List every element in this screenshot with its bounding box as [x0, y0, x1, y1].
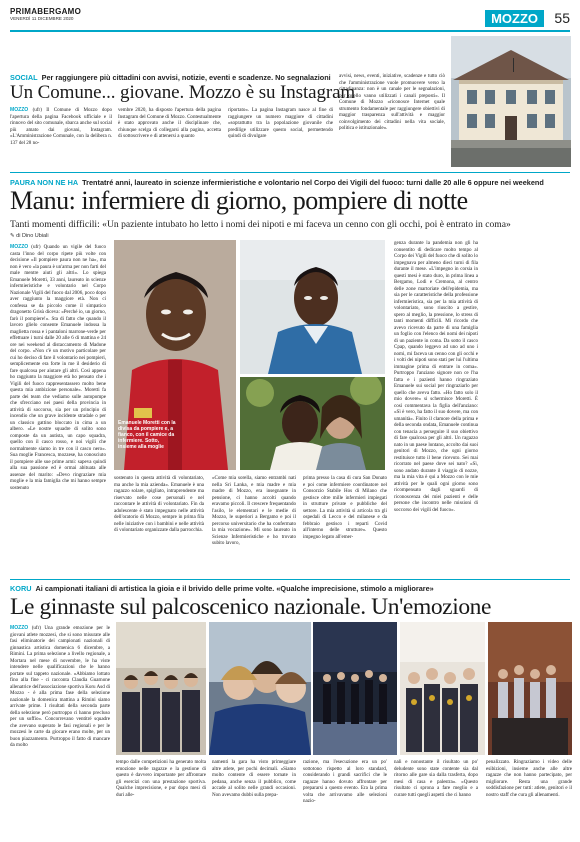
- pen-icon: ✎: [10, 233, 15, 239]
- article1-subkicker: Per raggiungere più cittadini con avvisi, notizie, eventi e scadenze. No segnalazioni: [41, 73, 331, 82]
- article3-col3: namenti la gara ha visto primeggiare altre atlete, per pochi decimali. «Siamo molto contente di essere tornate in pedana, anche senza il pubblico, come accade al solito nelle grandi occasioni. Non avevamo dubbi sulla prepa-: [212, 759, 296, 798]
- article1-col4: avvisi, news, eventi, iniziative, scadenze e tutto ciò che l'amministrazione vuole promuovere verso la cittadinanza: non è un canale per le segnalazioni, per quello vanno utilizzati i canali preposti». Il Comune di Mozzo «riconosce Internet quale strumento fondamentale per raggiungere obiettivi di maggior trasparenza sull'attività e maggior coinvolgimento dei cittadini nella vita sociale, politica e istituzionale».: [339, 73, 445, 131]
- town-hall-photo: [451, 36, 571, 167]
- publication-name: PRIMABERGAMO: [10, 7, 82, 16]
- gymnasts-selfie-photo: [209, 622, 311, 755]
- issue-date: VENERDÌ 11 DICEMBRE 2020: [10, 16, 74, 21]
- article3-col2: tempo dalle competizioni ha generato molta emozione nelle ragazze e la gestione di questo è davvero importante per affrontare gli esercizi con una prestazione sportiva. Qualche imprecisione, e pur dopo mesi di duri alle-: [116, 759, 206, 798]
- article1-kicker: [10, 73, 331, 82]
- article3-kicker-label: KORU: [10, 584, 32, 593]
- article3-col4: razione, ma l'esecuzione era un po' sottotono rispetto al loro standard, considerando i grandi sacrifici che le ragazze hanno dovuto affrontare per prepararsi a questo evento. Era la prima volta che arrivavamo alle selezioni nazio-: [303, 759, 387, 804]
- article1-kicker-label: SOCIAL: [10, 73, 38, 82]
- article2-subkicker: Trentatré anni, laureato in scienze infermieristiche e volontario nel Corpo dei Vigili del fuoco: turni dalle 20 alle 6 oppure nei weekend: [82, 178, 544, 187]
- article3-col6: penalizzato. Ringraziamo i video delle esibizioni, insieme anche alle altre ragazze che non hanno partecipato, per migliorare. Resta una grande soddisfazione per tutti: atlete, genitori e il nostro staff che cura gli allenamenti.: [486, 759, 572, 798]
- article3-headline: Le ginnaste sul palcoscenico nazionale. Un'emozione: [10, 594, 492, 620]
- article1-col2: vembre 2020, ha disposto l'apertura della pagina Instagram del Comune di Mozzo. Contestualmente è stato approvato anche il disciplinare che, chiunque scelga di collegarsi alla pagina, accetta di sottoscrivere e di attenersi a quanto: [118, 107, 221, 139]
- article2-col1-text: (ufr) Quando un vigile del fuoco casta l'inno del corpo ripete più volte con decisione «Il pompiere paura non ne ha», ma non è vero «la paura è un'arma per non farti del male mentre aiuti gli altri». Lo spiega Emanuele Moretti, 33 anni, laureato in scienze infermieristiche e volontario nel Corpo Nazionale Vigili del fuoco dal 2006, poco dopo aver raggiunto la maggiore età. Non ci confessa se da piccolo come il simpatico dragonetto Grisù diceva: «Perché io, un giorno, farò il pompiere!». Sta di fatto che quando il lavoro glielo consente Emanuele indossa la maglietta rossa e i pantaloni marrone-verde per effettuare i turni dalle 20 alle 6 di mattina e 24 ore nei weekend al distaccamento di Madone del corpo. «Non c'è un motivo particolare per cui ho deciso di fare il volontario nei pompieri, semplicemente era forte in me il desiderio di fare qualcosa per aiutare gli altri. Così appena ho raggiunto la maggiore età ho pensato che i Vigili del fuoco rappresentassero molto bene questa mia ambizione personale». Moretti fa parte dei team che vediamo sulle autopompe che sfrecciano nei paesi della provincia in attività di soccorso, sia per un principio di incendio che un grave incidente stradale o per un classico gattino bloccato in cima a un albero. «Le nostre squadre di solito sono composte da un autista, un capo squadra, quello con il casco rosso, e noi vigili che normalmente siamo in tre con il casco nero». Sua moglie Francesca, mozzese, ha conosciuto il pompiere alle sue prime armi: sapeva quindi alla sua passione ed è ormai abituata alle assenze del marito: «Devo ringraziare mia moglie e la mia famiglia che mi hanno sempre sostenuto: [10, 244, 106, 491]
- article2-lead: MOZZO: [10, 244, 29, 250]
- firefighter-photo: [114, 240, 236, 470]
- article1-col3: riportato». La pagina Instagram nasce al fine di raggiungere un numero maggiore di cittadini «soprattutto tra la popolazione giovanile che predilige utilizzare questo social, permettendo quindi di divulgare: [228, 107, 333, 139]
- article3-col1-text: (ufr) Una grande emozione per le giovani atlete mozzesi, che si sono misurate alle fasi eliminatorie dei campionati nazionali di ginnastica artistica domenica 6 dicembre, a Rimini. La prima selezione a livello regionale, a Mortara nel mese di novembre, le ha viste intendere nelle qualificazioni che le hanno portate sul tappeto nazionale. «Abbiamo lottato fino alla fine - ci racconta Claudia Guarnone allenatrice dell'associazione sportiva Koru Asd di Mozzo - è alla prima fase della selezione nazionale la domenica mattina a Rimini siamo arrivate prime. I risultati della seconda parte della selezione però purtroppo ci hanno precluso per un soffio». Concorrevano ventitré squadre che avevano superato le fasi regionali e per le mozzesi le carte da giocare erano molte, per un buon piazzamento. Purtroppo il fatto di mancare da molto: [10, 625, 110, 748]
- section-tag: MOZZO: [485, 10, 544, 27]
- article2-col1: [10, 244, 106, 573]
- article1-rule: [10, 172, 570, 173]
- page-number: 55: [554, 10, 570, 26]
- gymnasts-medals-photo: [400, 622, 485, 755]
- article2-photo-caption: Emanuele Moretti con la divisa da pompiere e, a fianco, con il camice da infermiere. Sotto, insieme alla moglie: [118, 420, 176, 450]
- article3-subkicker: Ai campionati italiani di artistica la gioia e il brivido delle prime volte. «Qualche imprecisione, stimolo a migliorare»: [35, 584, 434, 593]
- gymnasts-team-photo: [116, 622, 206, 755]
- article2-rule: [10, 579, 570, 580]
- article2-col2: sostenuto in questa attività di volontariato, ma anche la mia azienda». Emanuele è una ragazzo solare, spigliato, intraprendente ma riservato nelle cose personali e nel raccontare le attività di volontariato. Fin da adolescente è stato impegnato nelle attività dell'oratorio di Mozzo, sempre in prima fila nelle iniziative con i bambini e nelle attività di volontariato organizzate dalla parrocchia.: [114, 475, 204, 533]
- article1-col1: [10, 107, 112, 167]
- article2-kicker-label: PAURA NON NE HA: [10, 178, 79, 187]
- article3-col5: nali e nonostante il risultato un po' deludente sono state contente sia dal ritorno alle gare sia dalla trasferta, dopo mesi di casa e palestra». «Questo risultato ci sprona a fare meglio e a curare tutti quegli aspetti che ci hanno: [394, 759, 478, 798]
- article2-byline: [10, 233, 49, 239]
- article1-lead: MOZZO: [10, 107, 29, 113]
- article1-col1-text: (ufr) Il Comune di Mozzo dopo l'apertura della pagina Facebook ufficiale e il rinnovo del sito comunale, sbarca anche sul social più amato dai giovani, Instagram. «L'Amministrazione Comunale, con la delibera n. 137 del 28 no-: [10, 107, 112, 146]
- article3-lead: MOZZO: [10, 625, 29, 631]
- gymnasts-arena-photo: [313, 622, 397, 755]
- nurse-photo: [240, 240, 385, 374]
- article2-headline: Manu: infermiere di giorno, pompiere di notte: [10, 186, 468, 215]
- article2-byline-text: di Dino Ubiali: [16, 233, 49, 239]
- article3-col1: [10, 625, 110, 832]
- couple-photo: [240, 377, 385, 470]
- article1-headline: Un Comune... giovane. Mozzo è su Instagram: [10, 82, 356, 103]
- masthead: [0, 0, 580, 30]
- article2-col4: prima presso la casa di cura San Donato e poi come infermiere coordinatore nel Consorzio Stabile Hos di Milano che gestisce oltre mille infermieri impiegati in strutture private e pubbliche del settore. La mia attività si articola tra gli ospedali di Lecco e del milanese e da febbraio gestisco i reparti Covid all'interno delle strutture». Questo impegno legato all'emer-: [303, 475, 387, 540]
- article2-col5: genza durante la pandemia non gli ha consentito di dedicare molto tempo al Corpo dei Vigili del fuoco che di solito lo impegnava per almeno dieci turni di fila durante il mese. «L'impegno in corsia in questi mesi è stato duro, in prima linea a Bergamo, Lodi e Cremona, al centro delle zone martoriate dell'epidemia, ma sia per le caratteristiche della professione infermieristica, sia per la mia attività di volontariato, sono riuscito a gestire, spero al meglio, la pressione, lo stress di tanti momenti difficili. Mi ricordo che avevo ricevuto da parte di una famiglia un foglio con l'elenco dei nomi dei nipoti di un paziente in coma. Da sotto il casco Cpap, quando leggevo ad uno ad uno i nomi, mi faceva un cenno con gli occhi e i volti dei nipoti sono stati per lui l'ultima immagine prima di entrare in coma». Purtroppo l'anziano signore non ce l'ha fatta e i pazienti hanno ringraziato Emanuele sui social per ringraziarlo per quello che aveva fatto. «Ho fatto solo il mio dovere» si schermisce Moretti. È così commentava la figlia dell'anziano: «Sì è vero, ha fatto il suo dovere, ma con umanità». Finito il clamore della prima e della seconda ondata, Emanuele continua con tenacia a perseguire il suo obiettivo di fare qualcosa per gli altri. Un ragazzo nato in un paese lontano, accolto dai suoi genitori di Mozzo, che ogni giorno restituisce tutto il bene ricevuto. Sei mai ricorrato nel paese dove sei nato? «Sì, sono andato durante il viaggio di nozze, ma la mia vita è qui a Mozzo con le mie attività per le quali ogni giorno sono ricompensato dagli sguardi di riconoscenza dei miei pazienti e delle persone che incontro nelle missioni di soccorso dei vigili del fuoco».: [394, 240, 478, 513]
- article2-deck: Tanti momenti difficili: «Un paziente intubato ho letto i nomi dei nipoti e mi faceva un cenno con gli occhi, poi è entrato in coma»: [10, 219, 511, 230]
- gymnasts-podium-photo: [488, 622, 572, 755]
- article2-col3: «Come mia sorella, siamo entrambi nati nella Sri Lanka, e mia madre e mia madre di Mozzo, era insegnante in pensione, ci hanno accolti quando eravamo piccoli. Il crescere frequentando l'asilo, le elementari e le medie di Mozzo, le superiori a Bergamo e poi il percorso universitario che ha confermato la mia vocazione». Mi sono laureato in Scienze Infermieristiche e ho trovato subito lavoro,: [212, 475, 296, 546]
- article3-kicker: [10, 584, 434, 593]
- top-rule: [10, 30, 570, 32]
